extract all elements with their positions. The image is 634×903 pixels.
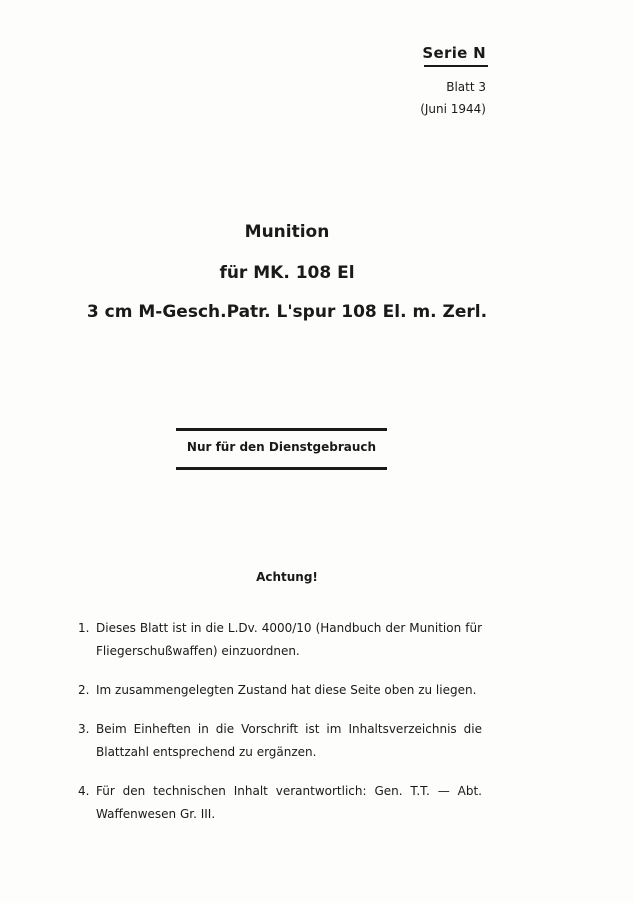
item-number: 4. [78, 784, 90, 798]
restriction-top-rule [176, 428, 387, 431]
list-item [78, 617, 482, 663]
title-line-2: für MK. 108 El [219, 263, 355, 283]
series-underline [424, 65, 488, 67]
item-number: 3. [78, 722, 90, 736]
restriction-notice: Nur für den Dienstgebrauch [186, 440, 377, 454]
title-line-1: Munition [244, 222, 330, 242]
title-line-3: 3 cm M-Gesch.Patr. L'spur 108 El. m. Zerl. [86, 302, 488, 322]
item-number: 2. [78, 683, 90, 697]
series-label: Serie N [422, 44, 486, 62]
issue-date: (Juni 1944) [420, 102, 486, 116]
attention-heading: Achtung! [256, 570, 318, 584]
sheet-number: Blatt 3 [446, 80, 486, 94]
item-text: Dieses Blatt ist in die L.Dv. 4000/10 (Handbuch der Munition für Fliegerschußwaffen) einzuordnen. [96, 621, 482, 658]
instruction-list [78, 617, 482, 842]
item-text: Im zusammengelegten Zustand hat diese Seite oben zu liegen. [96, 683, 477, 697]
list-item [78, 679, 482, 702]
item-text: Für den technischen Inhalt verantwortlich: Gen. T.T. — Abt. Waffenwesen Gr. III. [96, 784, 482, 821]
item-text: Beim Einheften in die Vorschrift ist im Inhaltsverzeichnis die Blattzahl entsprechend zu ergänzen. [96, 722, 482, 759]
list-item [78, 780, 482, 826]
item-number: 1. [78, 621, 90, 635]
list-item [78, 718, 482, 764]
restriction-bottom-rule [176, 467, 387, 470]
